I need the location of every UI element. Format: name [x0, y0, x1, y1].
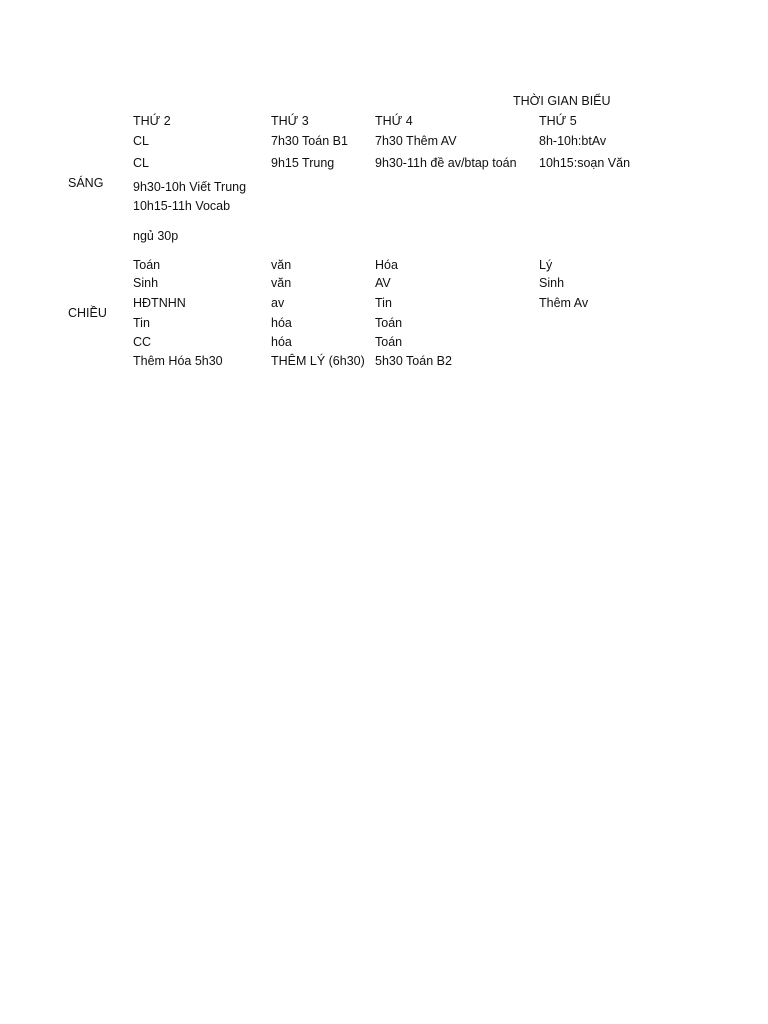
section-label-morning: SÁNG [68, 176, 104, 190]
afternoon-cell: văn [271, 258, 292, 272]
afternoon-cell: Hóa [375, 258, 398, 272]
afternoon-cell: Toán [375, 335, 403, 349]
afternoon-cell: CC [133, 335, 152, 349]
header-thu-5: THỨ 5 [539, 114, 577, 128]
afternoon-cell: Thêm Av [539, 296, 589, 310]
section-label-afternoon: CHIỀU [68, 306, 107, 320]
morning-cell: CL [133, 134, 149, 148]
afternoon-cell: Sinh [539, 276, 565, 290]
afternoon-cell: AV [375, 276, 391, 290]
morning-cell: 10h15:soạn Văn [539, 156, 631, 170]
afternoon-cell: Thêm Hóa 5h30 [133, 354, 223, 368]
afternoon-cell: hóa [271, 335, 292, 349]
morning-cell: ngủ 30p [133, 229, 179, 243]
morning-cell: 10h15-11h Vocab [133, 199, 231, 213]
header-thu-2: THỨ 2 [133, 114, 171, 128]
timetable-title: THỜI GIAN BIỂU [513, 94, 611, 108]
morning-cell: 9h30-11h đề av/btap toán [375, 156, 517, 170]
afternoon-cell: Tin [133, 316, 150, 330]
afternoon-cell: hóa [271, 316, 292, 330]
header-thu-4: THỨ 4 [375, 114, 413, 128]
afternoon-cell: HĐTNHN [133, 296, 186, 310]
morning-cell: 9h15 Trung [271, 156, 335, 170]
afternoon-cell: 5h30 Toán B2 [375, 354, 452, 368]
afternoon-cell: văn [271, 276, 292, 290]
afternoon-cell: Tin [375, 296, 392, 310]
morning-cell: 8h-10h:btAv [539, 134, 607, 148]
morning-cell: CL [133, 156, 149, 170]
afternoon-cell: Lý [539, 258, 553, 272]
header-thu-3: THỨ 3 [271, 114, 309, 128]
afternoon-cell: Sinh [133, 276, 159, 290]
morning-cell: 7h30 Toán B1 [271, 134, 348, 148]
afternoon-cell: av [271, 296, 285, 310]
morning-cell: 9h30-10h Viết Trung [133, 180, 247, 194]
afternoon-cell: Toán [375, 316, 403, 330]
morning-cell: 7h30 Thêm AV [375, 134, 457, 148]
afternoon-cell: THÊM LÝ (6h30) [271, 354, 365, 368]
afternoon-cell: Toán [133, 258, 161, 272]
